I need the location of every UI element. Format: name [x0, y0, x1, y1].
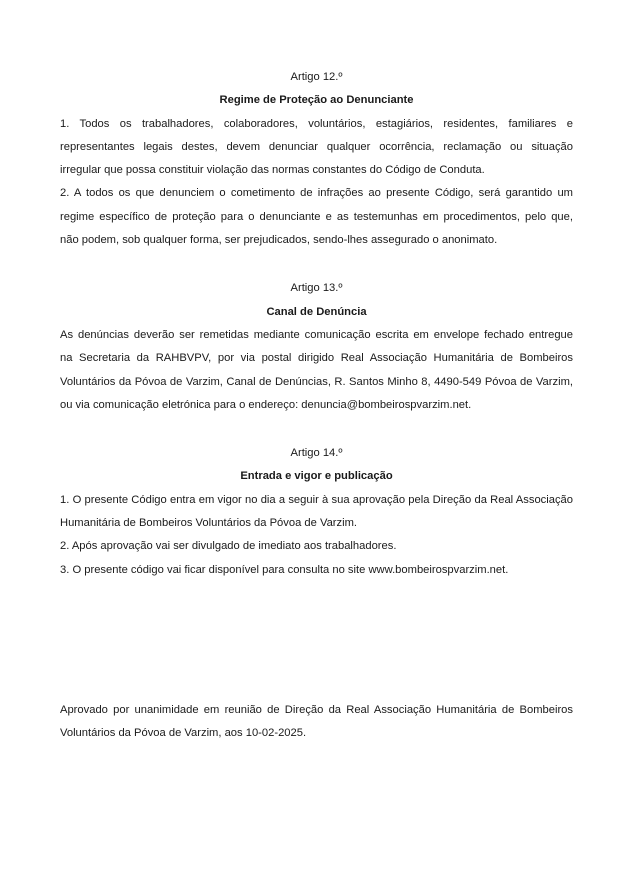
spacer [60, 582, 573, 699]
text-line: representantes legais destes, devem denunciar qualquer ocorrência, reclamação ou situação [60, 140, 573, 153]
text-line: 1. Todos os trabalhadores, colaboradores, voluntários, estagiários, residentes, familiares e [60, 117, 573, 130]
article-title: Regime de Proteção ao Denunciante [219, 94, 414, 107]
text-line: 2. A todos os que denunciem o cometimento de infrações ao presente Código, será garantido um [60, 187, 573, 200]
article-13 [60, 277, 573, 417]
text-line: não podem, sob qualquer forma, ser prejudicados, sendo-lhes assegurado o anonimato. [60, 234, 498, 247]
article-12 [60, 66, 573, 252]
text-line: 3. O presente código vai ficar disponível para consulta no site www.bombeirospvarzim.net. [60, 563, 509, 576]
article-14 [60, 442, 573, 582]
spacer [60, 252, 573, 277]
article-title: Canal de Denúncia [266, 305, 367, 318]
article-number: Artigo 13.º [290, 282, 343, 295]
paragraph [60, 489, 573, 536]
article-number: Artigo 12.º [290, 71, 343, 83]
text-line: ou via comunicação eletrónica para o endereço: denuncia@bombeirospvarzim.net. [60, 398, 472, 411]
text-line: regime específico de proteção para o denunciante e as testemunhas em procedimentos, pelo que, [60, 210, 573, 223]
text-line: 1. O presente Código entra em vigor no dia a seguir à sua aprovação pela Direção da Real Associação [60, 493, 573, 506]
article-number: Artigo 14.º [290, 447, 343, 460]
approval-statement [60, 699, 573, 746]
paragraph [60, 559, 573, 582]
text-line: Aprovado por unanimidade em reunião de Direção da Real Associação Humanitária de Bombeiros [60, 703, 573, 716]
text-line: As denúncias deverão ser remetidas mediante comunicação escrita em envelope fechado entregue [60, 328, 573, 341]
text-line: 2. Após aprovação vai ser divulgado de imediato aos trabalhadores. [60, 540, 397, 553]
paragraph [60, 324, 573, 417]
spacer [60, 417, 573, 442]
text-line: Humanitária de Bombeiros Voluntários da Póvoa de Varzim. [60, 517, 358, 530]
text-line: Voluntários da Póvoa de Varzim, Canal de Denúncias, R. Santos Minho 8, 4490-549 Póvoa de Varzim, [60, 375, 573, 388]
article-title: Entrada e vigor e publicação [240, 470, 393, 483]
paragraph [60, 113, 573, 183]
text-line: na Secretaria da RAHBVPV, por via postal dirigido Real Associação Humanitária de Bombeiros [60, 352, 573, 365]
paragraph [60, 535, 573, 558]
text-line: irregular que possa constituir violação das normas constantes do Código de Conduta. [60, 164, 485, 177]
text-line: Voluntários da Póvoa de Varzim, aos 10-02-2025. [60, 727, 307, 740]
document-body [60, 66, 573, 746]
paragraph [60, 182, 573, 252]
